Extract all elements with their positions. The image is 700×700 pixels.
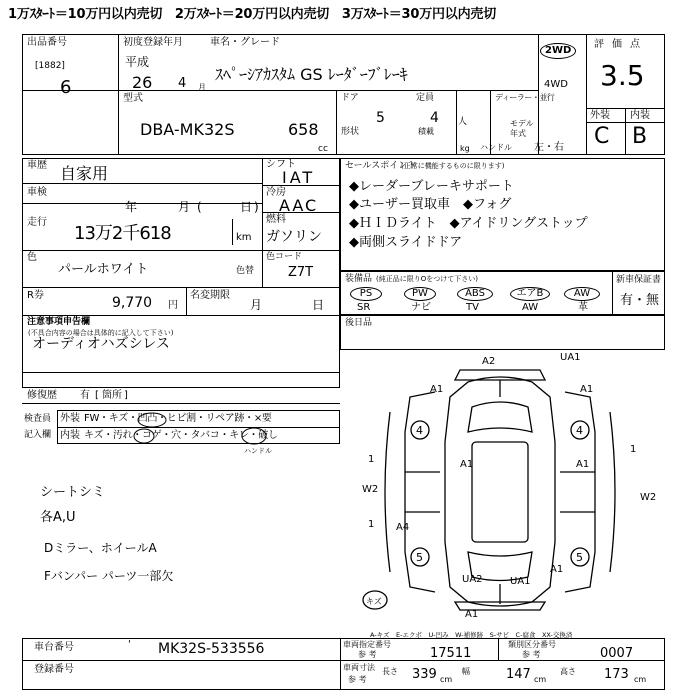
handle-label: ハンドル bbox=[480, 143, 512, 152]
mark-a2-front: A2 bbox=[482, 356, 496, 367]
recycle-label: R券 bbox=[27, 290, 44, 301]
recycle-value: 9,770 bbox=[112, 295, 153, 311]
capacity-unit: 人 bbox=[458, 117, 468, 127]
equip-tv: TV bbox=[466, 302, 479, 313]
fuel-label: 燃料 bbox=[266, 214, 286, 225]
capacity-label: 定員 bbox=[416, 93, 435, 103]
model-cc-unit: cc bbox=[318, 144, 328, 154]
header-bar bbox=[0, 0, 700, 30]
car-label: 車名・グレード bbox=[210, 37, 280, 48]
equip-aw: AW bbox=[564, 287, 600, 301]
handle-value: 左・右 bbox=[534, 142, 564, 153]
rating-int-label: 内装 bbox=[630, 110, 650, 121]
model-year-label: モデル bbox=[510, 119, 534, 128]
spec-width-unit: cm bbox=[534, 675, 547, 684]
handnote-2: 各A,U bbox=[40, 510, 76, 525]
sales-points-block bbox=[340, 158, 665, 271]
spec-width-value: 147 bbox=[506, 667, 531, 682]
spec-length-label: 長さ bbox=[382, 667, 398, 676]
mark-ua2-rear: UA2 bbox=[462, 574, 483, 585]
handnote-4: Fバンパー パーツ一部欠 bbox=[44, 569, 174, 583]
mark-a1-bl: A1 bbox=[465, 609, 479, 620]
repair-bracket-close: ] bbox=[124, 390, 128, 401]
color-value: パールホワイト bbox=[58, 262, 149, 277]
load-unit: kg bbox=[460, 144, 470, 153]
sales-point-4: ◆両側スライドドア bbox=[349, 235, 463, 250]
mark-a1-right: A1 bbox=[576, 459, 590, 470]
header-text: 1万ｽﾀｰﾄ＝10万円以内売切 2万ｽﾀｰﾄ＝20万円以内売切 3万ｽﾀｰﾄ＝30万円以内売切 bbox=[8, 7, 497, 22]
name-change-label: 名変期限 bbox=[190, 290, 230, 301]
repair-bracket-open: [ bbox=[95, 390, 99, 401]
fuel-value: ガソリン bbox=[266, 229, 322, 245]
model-year-label2: 年式 bbox=[510, 129, 526, 138]
car-damage-diagram bbox=[350, 352, 657, 627]
equip-abs: ABS bbox=[457, 287, 493, 301]
rating-value: 3.5 bbox=[600, 59, 645, 92]
inspection-year: 年 bbox=[125, 200, 138, 214]
warranty-value: 有・無 bbox=[620, 293, 660, 308]
handnote-3: Dミラー、ホイールA bbox=[44, 541, 157, 555]
spec-sign-ref: 参 考 bbox=[358, 650, 377, 659]
tire-fr: 4 bbox=[576, 424, 583, 437]
notes-sublabel: (不具合内容の場合は具体的に記入して下さい) bbox=[28, 329, 174, 337]
later-label: 後日品 bbox=[345, 318, 373, 328]
ac-label: 冷房 bbox=[266, 187, 286, 198]
model-value: DBA-MK32S bbox=[140, 120, 235, 139]
spec-cat-value: 0007 bbox=[600, 646, 634, 661]
mileage-label: 走行 bbox=[27, 217, 47, 228]
mark-a1-tl: A1 bbox=[430, 384, 444, 395]
handnote-1: シートシミ bbox=[40, 485, 106, 500]
checks-int-label: 内装 bbox=[60, 430, 80, 441]
diagram-legend: A-キズ E-エクボ U-凹み W-補修跡 S-サビ C-腐食 XX-交換済 bbox=[370, 631, 573, 639]
registration-month: 4 bbox=[178, 76, 187, 91]
rating-int-value: B bbox=[632, 124, 648, 149]
lot-number: 6 bbox=[60, 77, 72, 98]
chassis-value: MK32S-533556 bbox=[158, 641, 265, 657]
registration-label: 初度登録年月 bbox=[123, 37, 183, 48]
checks-ext-items: FW・キズ・凹凸・ヒビ割・リペア跡・×要 bbox=[84, 413, 272, 424]
tire-rr: 5 bbox=[576, 551, 583, 564]
registration-era: 平成 bbox=[125, 55, 150, 69]
mark-kizu: キズ bbox=[366, 597, 382, 606]
name-change-month: 月 bbox=[250, 298, 263, 312]
sales-point-3: ◆ＨＩＤライト ◆アイドリングストップ bbox=[349, 216, 588, 231]
spec-sign-value: 17511 bbox=[430, 646, 472, 661]
rating-ext-value: C bbox=[594, 124, 610, 149]
spec-dim-label: 車両寸法 bbox=[343, 663, 375, 672]
equip-airbag: エアB bbox=[510, 287, 550, 301]
registration-month-unit: 月 bbox=[198, 83, 206, 92]
checks-int-items: キズ・汚れ・コゲ・穴・タバコ・キレ・破し bbox=[84, 430, 278, 441]
inspection-day: 日 bbox=[240, 200, 253, 214]
recycle-unit: 円 bbox=[168, 300, 178, 311]
lot-code: [1882] bbox=[35, 61, 65, 71]
spec-length-value: 339 bbox=[412, 667, 437, 682]
sales-points-note: (正常に機能するものに限ります) bbox=[401, 162, 505, 170]
spec-length-unit: cm bbox=[440, 675, 453, 684]
mark-1-b: 1 bbox=[368, 519, 375, 530]
rating-label: 評価点 bbox=[594, 39, 648, 50]
ac-value: AAC bbox=[279, 196, 319, 215]
sales-points-label: セールスポイント bbox=[345, 161, 417, 171]
spec-height-value: 173 bbox=[604, 667, 629, 682]
checks-handwritten-note: ハンドル bbox=[244, 447, 272, 455]
mileage-value: 13万2千618 bbox=[74, 223, 171, 244]
rating-ext-label: 外装 bbox=[590, 110, 610, 121]
inspection-paren-close: ) bbox=[254, 200, 259, 214]
notes-value: オーディオハズシレス bbox=[32, 336, 170, 352]
registration-year: 26 bbox=[132, 73, 153, 92]
checks-circles bbox=[84, 408, 344, 448]
sales-point-2: ◆ユーザー買取車 ◆フォグ bbox=[349, 197, 512, 212]
usage-value: 自家用 bbox=[60, 164, 109, 183]
inspection-label: 車検 bbox=[27, 187, 47, 198]
mark-1-c: 1 bbox=[630, 444, 637, 455]
color-label: 色 bbox=[27, 252, 37, 263]
equip-leather: 革 bbox=[578, 302, 588, 313]
warranty-label: 新車保証書 bbox=[616, 275, 662, 285]
spec-dim-ref: 参 考 bbox=[348, 675, 367, 684]
doors-label: ドア bbox=[341, 93, 359, 103]
inspector-sub: 記入欄 bbox=[24, 430, 52, 440]
mark-w2-right: W2 bbox=[640, 492, 657, 503]
reg-number-label: 登録番号 bbox=[34, 664, 74, 675]
inspector-label: 検査員 bbox=[24, 414, 52, 424]
spec-cat-ref: 参 考 bbox=[522, 650, 541, 659]
chassis-apostrophe: ' bbox=[128, 639, 131, 650]
repair-value: 有 bbox=[80, 390, 90, 401]
equip-ps: PS bbox=[350, 287, 382, 301]
shape-label: 形状 bbox=[341, 127, 360, 137]
color-code: Z7T bbox=[288, 265, 314, 280]
tire-fl: 4 bbox=[416, 424, 423, 437]
later-block bbox=[340, 315, 665, 350]
checks-ext-label: 外装 bbox=[60, 413, 80, 424]
spec-sign-label: 車両指定番号 bbox=[343, 640, 391, 649]
color-repaint-label: 色替 bbox=[236, 266, 255, 276]
model-cc: 658 bbox=[288, 120, 319, 139]
spec-height-label: 高さ bbox=[560, 667, 576, 676]
load-label: 積載 bbox=[418, 127, 434, 136]
equip-sr: SR bbox=[357, 302, 371, 313]
equip-pw: PW bbox=[404, 287, 436, 301]
tire-rl: 5 bbox=[416, 551, 423, 564]
equipment-note: (純正品に限りOをつけて下さい) bbox=[376, 275, 478, 283]
sales-point-1: ◆レーダーブレーキサポート bbox=[349, 179, 514, 194]
model-label: 型式 bbox=[123, 93, 143, 104]
shift-value: IAT bbox=[282, 168, 316, 187]
mark-a1-tr: A1 bbox=[580, 384, 594, 395]
shift-label: シフト bbox=[266, 159, 296, 170]
spec-width-label: 幅 bbox=[462, 667, 470, 676]
mark-1-a: 1 bbox=[368, 454, 375, 465]
mark-a4: A4 bbox=[396, 522, 410, 533]
capacity-value: 4 bbox=[430, 110, 439, 126]
usage-label: 車歴 bbox=[27, 160, 47, 171]
inspection-month: 月 bbox=[178, 200, 191, 214]
lot-label: 出品番号 bbox=[27, 37, 67, 48]
mark-ua1-front: UA1 bbox=[560, 352, 581, 363]
dealer-label: ディーラー・並行 bbox=[495, 93, 555, 102]
equip-aw-lower: AW bbox=[522, 302, 539, 313]
equip-navi: ナビ bbox=[411, 302, 431, 313]
color-code-label: 色コード bbox=[266, 252, 303, 262]
car-name: ｽﾍﾟｰｼｱｶｽﾀﾑ GS ﾚｰﾀﾞｰﾌﾞﾚｰｷ bbox=[215, 65, 408, 84]
drive-2wd-circled: 2WD bbox=[540, 43, 576, 59]
mark-w2-left: W2 bbox=[362, 484, 379, 495]
chassis-label: 車台番号 bbox=[34, 642, 74, 653]
mark-a1-left: A1 bbox=[460, 459, 474, 470]
spec-height-unit: cm bbox=[634, 675, 647, 684]
mark-ua1-rear: UA1 bbox=[510, 576, 531, 587]
inspection-paren-open: ( bbox=[197, 200, 202, 214]
equipment-label: 装備品 bbox=[345, 274, 373, 284]
name-change-day: 日 bbox=[312, 298, 325, 312]
doors-value: 5 bbox=[376, 110, 385, 126]
repair-bracket-value: 箇所 bbox=[102, 390, 122, 401]
spec-cat-label: 類別区分番号 bbox=[508, 640, 556, 649]
mileage-unit: km bbox=[236, 232, 252, 243]
drive-4wd: 4WD bbox=[544, 79, 568, 90]
notes-label: 注意事項申告欄 bbox=[27, 317, 91, 327]
mark-a1-br: A1 bbox=[550, 564, 564, 575]
repair-label: 修復歴 bbox=[27, 390, 57, 401]
